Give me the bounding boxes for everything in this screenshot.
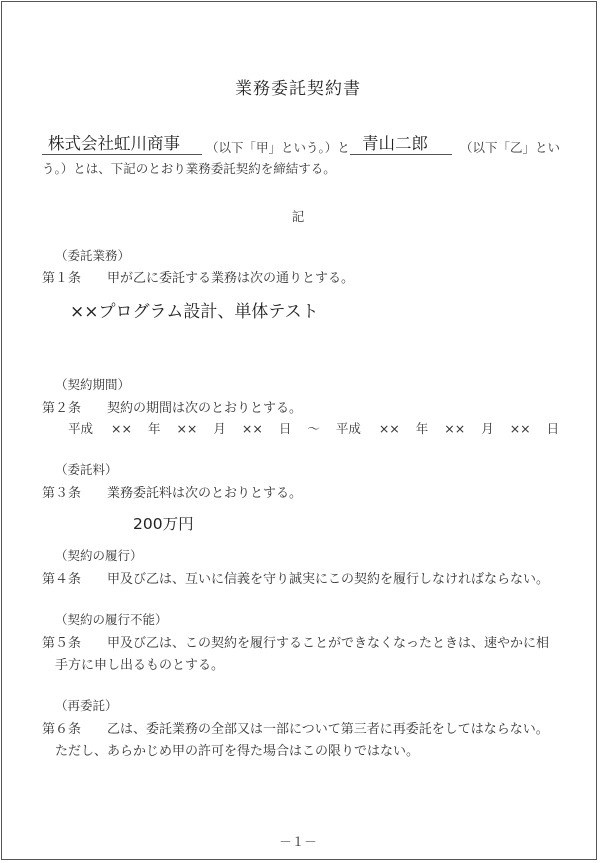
period-month-end: ×× — [444, 421, 466, 436]
party-a-suffix: （以下「甲」という。）と — [206, 140, 350, 155]
period-month-label-end: 月 — [481, 421, 494, 436]
period-year-label-start: 年 — [147, 421, 161, 436]
article-6-text-cont: ただし、あらかじめ甲の許可を得た場合はこの限りではない。 — [55, 744, 420, 759]
party-b-suffix: （以下「乙」とい — [460, 140, 561, 155]
article-2-text: 契約の期間は次のとおりとする。 — [107, 401, 303, 416]
period-day-end: ×× — [509, 421, 531, 436]
party-b-name: 青山二郎 — [362, 134, 428, 153]
period-month-label-start: 月 — [213, 421, 226, 436]
article-4-number: 第４条 — [42, 572, 82, 587]
article-5-text: 甲及び乙は、この契約を履行することができなくなったときは、速やかに相 — [107, 636, 550, 651]
period-separator: ～ — [307, 421, 320, 436]
article-1-number: 第１条 — [42, 271, 82, 286]
period-year-label-end: 年 — [415, 421, 429, 436]
period-era-start: 平成 — [68, 421, 94, 436]
article-3-detail: 200万円 — [133, 515, 194, 533]
period-day-label-start: 日 — [278, 421, 292, 436]
article-6-number: 第６条 — [42, 722, 82, 737]
article-3-heading: （委託料） — [55, 462, 118, 477]
article-1-text: 甲が乙に委託する業務は次の通りとする。 — [107, 271, 355, 286]
article-2-heading: （契約期間） — [55, 377, 131, 392]
intro-line-2: う。）とは、下記のとおり業務委託契約を締結する。 — [42, 161, 336, 176]
page-number: －１－ — [279, 834, 317, 849]
article-1-detail: ××プログラム設計、単体テスト — [70, 302, 319, 322]
article-5-number: 第５条 — [42, 636, 82, 651]
period-era-end: 平成 — [335, 421, 361, 436]
period-day-label-end: 日 — [546, 421, 560, 436]
ki-heading: 記 — [291, 209, 305, 224]
document-title: 業務委託契約書 — [235, 79, 361, 99]
party-a-name: 株式会社虹川商事 — [48, 134, 180, 153]
article-4-text: 甲及び乙は、互いに信義を守り誠実にこの契約を履行しなければならない。 — [107, 572, 550, 587]
period-year-start: ×× — [111, 421, 132, 436]
party-a-field — [42, 130, 202, 155]
article-1-heading: （委託業務） — [55, 248, 131, 263]
article-2-number: 第２条 — [42, 401, 82, 416]
article-5-heading: （契約の履行不能） — [55, 612, 168, 627]
contract-period — [68, 419, 559, 437]
article-6-text: 乙は、委託業務の全部又は一部について第三者に再委託をしてはならない。 — [107, 722, 549, 737]
party-b-field — [350, 130, 452, 155]
period-year-end: ×× — [378, 421, 400, 436]
article-4-heading: （契約の履行） — [55, 548, 143, 563]
article-5-text-cont: 手方に申し出るものとする。 — [55, 658, 225, 673]
article-3-number: 第３条 — [42, 486, 82, 501]
period-day-start: ×× — [241, 421, 263, 436]
period-month-start: ×× — [176, 421, 198, 436]
article-3-text: 業務委託料は次のとおりとする。 — [107, 486, 303, 501]
article-6-heading: （再委託） — [55, 698, 118, 713]
